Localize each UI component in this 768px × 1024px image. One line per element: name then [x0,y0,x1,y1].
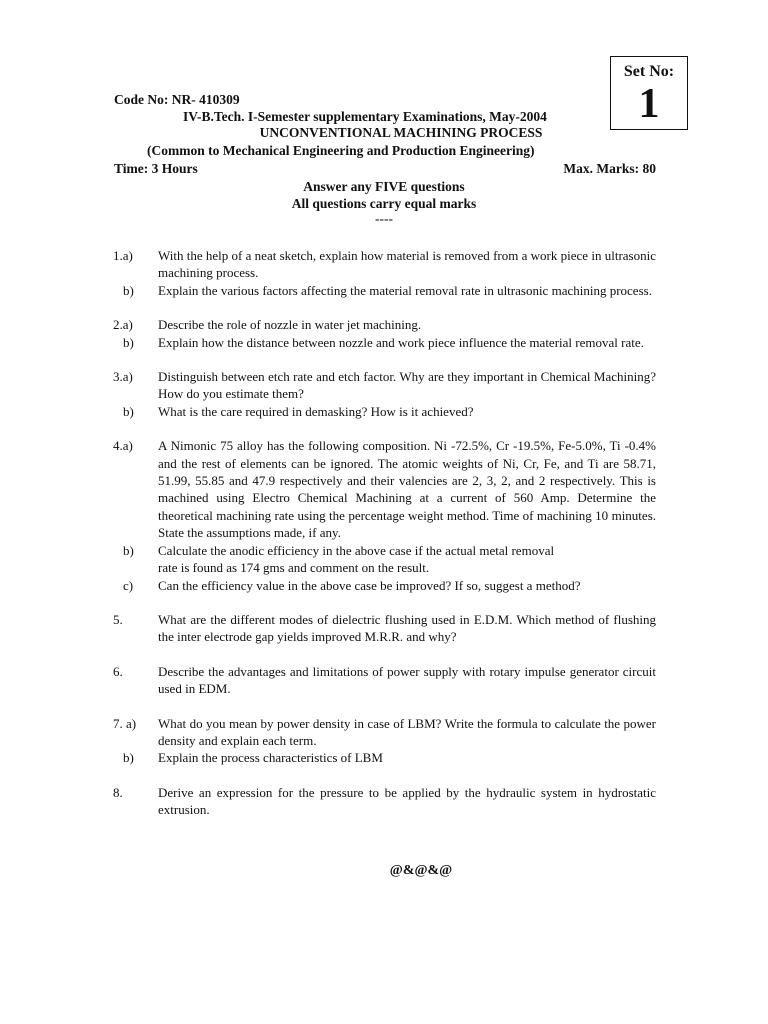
question-number: b) [123,282,134,298]
question-number: 1.a) [113,248,133,263]
max-marks: Max. Marks: 80 [563,161,656,176]
question-number: c) [123,577,134,593]
exam-title: IV-B.Tech. I-Semester supplementary Examinations, May-2004 [183,109,547,124]
separator: ---- [375,211,393,226]
question-2a [113,316,656,333]
question-7a [113,715,656,750]
set-number: 1 [638,81,660,127]
question-text: Calculate the anodic efficiency in the above case if the actual metal removal rate is found as 174 gms and comment on the result. [158,542,555,576]
question-text: Derive an expression for the pressure to be applied by the hydraulic system in hydrostatic extrusion. [158,784,656,818]
question-number: 7. a) [113,715,137,731]
set-number-box [610,56,688,130]
instruction-answer-five: Answer any FIVE questions [303,179,465,194]
question-text: With the help of a neat sketch, explain how material is removed from a work piece in ultrasonic machining process. [158,248,656,281]
question-number: 8. [113,784,123,800]
exam-time: Time: 3 Hours [114,161,198,176]
question-text: Explain the various factors affecting the material removal rate in ultrasonic machining process. [158,282,652,298]
question-6 [113,663,656,698]
question-2b [113,334,656,351]
question-number: b) [123,403,134,419]
code-number: Code No: NR- 410309 [114,92,240,107]
question-number: 5. [113,611,123,627]
question-number: 6. [113,663,123,679]
set-label: Set No: [623,63,675,80]
question-text: What do you mean by power density in case of LBM? Write the formula to calculate the power density and explain each term. [158,715,656,748]
question-text: What is the care required in demasking? How is it achieved? [158,403,474,419]
question-text: A Nimonic 75 alloy has the following composition. Ni -72.5%, Cr -19.5%, Fe-5.0%, Ti -0.4% and the rest of elements can be ignored. The atomic weights of Ni, Cr, Fe, and Ti are 58.71, 51.99, 55.85 and 47.9 respectively and their valencies are 2, 3, 2, and 2 respectively. This is machined using Electro Chemical Machining at a current of 560 Amp. Determine the theoretical machining rate using the percentage weight method. Time of machining 10 minutes. State the assumptions made, if any. [158,438,656,541]
question-text: Describe the advantages and limitations of power supply with rotary impulse generator circuit used in EDM. [158,663,656,697]
question-4c [113,577,656,594]
question-text: Explain how the distance between nozzle and work piece influence the material removal rate. [158,334,644,350]
question-text: Describe the role of nozzle in water jet machining. [158,317,422,333]
question-text: Can the efficiency value in the above case be improved? If so, suggest a method? [158,577,581,593]
questions-list [113,247,656,819]
question-3a [113,368,656,403]
question-1b [113,282,656,299]
question-4b [113,542,656,577]
question-4a [113,437,656,541]
question-number: 4.a) [113,438,133,454]
question-3b [113,403,656,420]
question-text: Explain the process characteristics of LBM [158,750,383,766]
question-number: b) [123,334,134,350]
question-number: b) [123,542,134,558]
question-text: Distinguish between etch rate and etch factor. Why are they important in Chemical Machining? How do you estimate them? [158,369,656,402]
question-number: 2.a) [113,317,133,333]
question-7b [113,749,656,766]
question-8 [113,784,656,819]
subject-title: UNCONVENTIONAL MACHINING PROCESS [259,125,543,140]
question-1a [113,247,656,282]
question-5 [113,611,656,646]
instruction-equal-marks: All questions carry equal marks [291,196,477,211]
question-number: 3.a) [113,369,133,385]
question-number: b) [123,750,134,766]
end-mark: @&@&@ [389,863,453,878]
question-text: What are the different modes of dielectric flushing used in E.D.M. Which method of flushing the inter electrode gap yields improved M.R.R. and why? [158,611,656,645]
common-note: (Common to Mechanical Engineering and Production Engineering) [147,143,535,158]
